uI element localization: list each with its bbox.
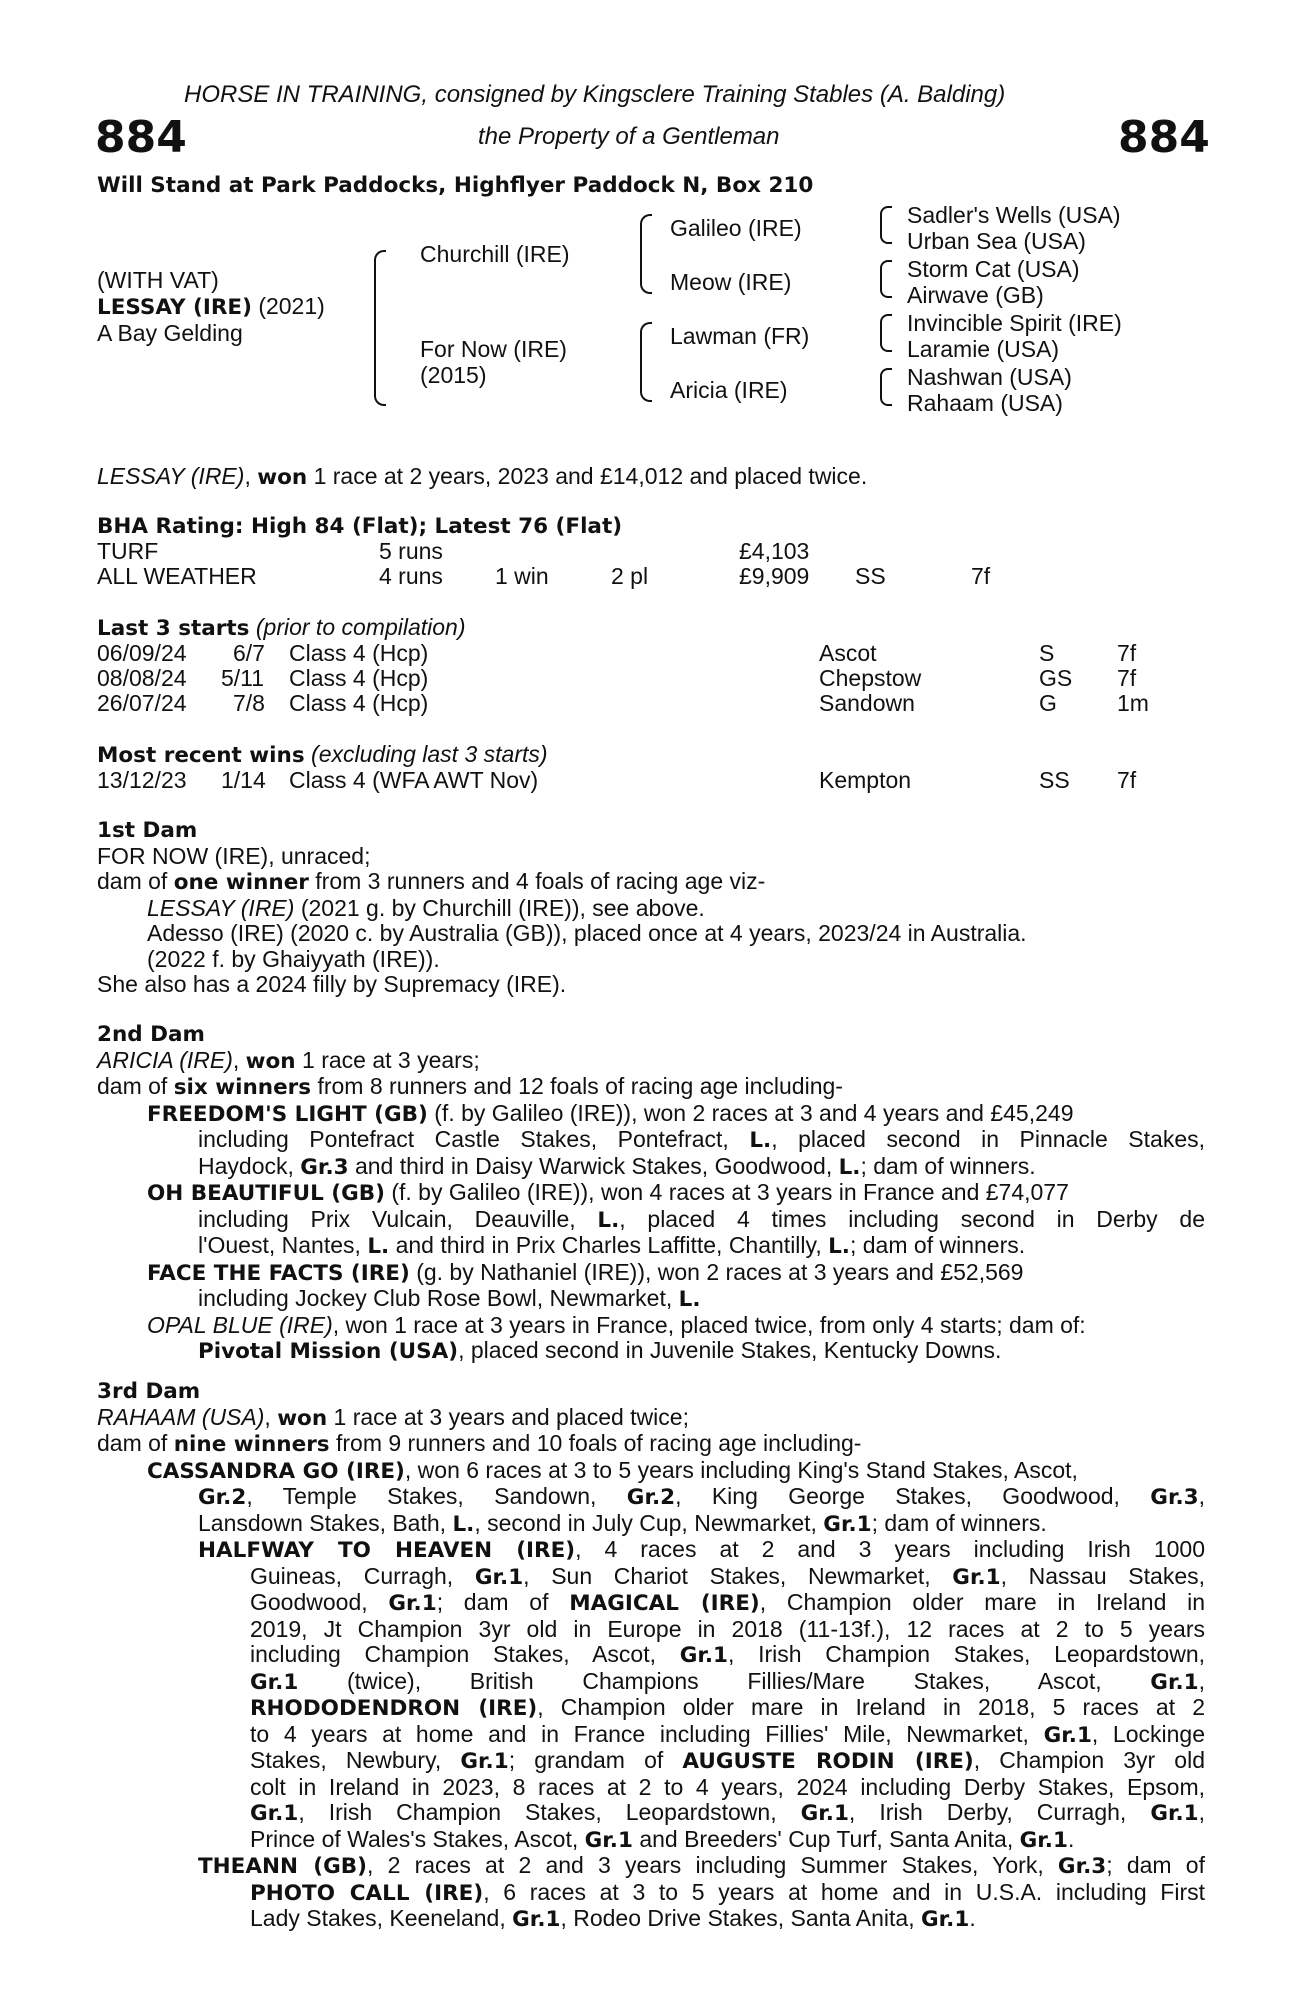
gen3-3: Storm Cat (USA): [907, 256, 1080, 282]
second-dam-title: 2nd Dam: [97, 1022, 205, 1047]
produce-detail: including Pontefract Castle Stakes, Pontefract, L., placed second in Pinnacle Stakes,: [198, 1126, 1205, 1153]
summary-won: won: [257, 465, 308, 490]
location-line: Will Stand at Park Paddocks, Highflyer Paddock N, Box 210: [97, 173, 814, 198]
start-course: Sandown: [819, 690, 915, 716]
grand-produce-detail: Gr.1 (twice), British Champions Fillies/Mare Stakes, Ascot, Gr.1,: [250, 1667, 1205, 1695]
dam-dam: Aricia (IRE): [670, 377, 788, 403]
grand-produce-item: HALFWAY TO HEAVEN (IRE), 4 races at 2 and 3 years including Irish 1000: [198, 1536, 1205, 1563]
recent-note: (excluding last 3 starts): [311, 741, 548, 767]
start-going: GS: [1039, 665, 1073, 691]
dam-sire: Lawman (FR): [670, 323, 810, 349]
horse-name: LESSAY (IRE): [97, 295, 252, 320]
produce-item: OPAL BLUE (IRE), won 1 race at 3 years in France, placed twice, from only 4 starts; dam of:: [147, 1311, 1086, 1338]
first-dam-note: She also has a 2024 filly by Supremacy (IRE).: [97, 971, 567, 997]
first-dam-produce-line: dam of one winner from 3 runners and 4 foals of racing age viz-: [97, 868, 766, 895]
rating-going: SS: [855, 563, 886, 589]
start-course: Ascot: [819, 640, 877, 666]
last3-title: [97, 615, 466, 642]
produce-item: FREEDOM'S LIGHT (GB) (f. by Galileo (IRE)), won 2 races at 3 and 4 years and £45,249: [147, 1099, 1074, 1127]
brace-gen3-4: [880, 368, 892, 406]
produce-detail: Gr.2, Temple Stakes, Sandown, Gr.2, King George Stakes, Goodwood, Gr.3,: [198, 1483, 1205, 1510]
brace-gen3-3: [880, 314, 892, 352]
grand-produce-detail: Lady Stakes, Keeneland, Gr.1, Rodeo Drive Stakes, Santa Anita, Gr.1.: [250, 1905, 976, 1932]
brace-gen3-2: [880, 260, 892, 298]
produce-item: OH BEAUTIFUL (GB) (f. by Galileo (IRE)), won 4 races at 3 years in France and £74,077: [147, 1179, 1069, 1206]
grand-produce-detail: RHODODENDRON (IRE), Champion older mare in Ireland in 2018, 5 races at 2: [250, 1694, 1205, 1721]
grand-produce-detail: Guineas, Curragh, Gr.1, Sun Chariot Stakes, Newmarket, Gr.1, Nassau Stakes,: [250, 1562, 1205, 1590]
brace-gen1: [374, 250, 386, 406]
win-course: Kempton: [819, 767, 912, 793]
second-dam-produce-line: dam of six winners from 8 runners and 12 foals of racing age including-: [97, 1073, 843, 1100]
summary-horse-name: LESSAY (IRE): [97, 463, 245, 489]
dam: For Now (IRE): [420, 336, 567, 362]
gen3-8: Rahaam (USA): [907, 390, 1063, 416]
property-line: the Property of a Gentleman: [478, 123, 780, 150]
start-class: Class 4 (Hcp): [289, 690, 429, 716]
sire: Churchill (IRE): [420, 241, 570, 267]
start-date: 08/08/24: [97, 665, 187, 691]
gen3-5: Invincible Spirit (IRE): [907, 310, 1122, 336]
grand-produce-detail: to 4 years at home and in France including Fillies' Mile, Newmarket, Gr.1, Lockinge: [250, 1720, 1205, 1748]
start-distance: 7f: [1117, 640, 1137, 666]
race-summary: LESSAY (IRE), won 1 race at 2 years, 2023 and £14,012 and placed twice.: [97, 463, 868, 490]
start-going: S: [1039, 640, 1055, 666]
start-position: 5/11: [221, 665, 265, 691]
rating-prize: £4,103: [739, 538, 810, 564]
rating-surface: TURF: [97, 538, 159, 564]
third-dam-title: 3rd Dam: [97, 1379, 201, 1404]
first-dam-line: FOR NOW (IRE), unraced;: [97, 842, 371, 869]
start-date: 26/07/24: [97, 690, 187, 716]
rating-wins: 1 win: [495, 563, 549, 589]
recent-wins-title: [97, 742, 548, 769]
start-going: G: [1039, 690, 1057, 716]
rating-runs: 5 runs: [379, 538, 443, 564]
produce-item: FACE THE FACTS (IRE) (g. by Nathaniel (IRE)), won 2 races at 3 years and £52,569: [147, 1258, 1024, 1286]
first-dam-section: [97, 818, 1205, 998]
rating-placed: 2 pl: [611, 563, 649, 589]
win-position: 1/14: [221, 767, 266, 793]
horse-year: (2021): [258, 293, 325, 319]
second-dam-section: [97, 1022, 1205, 1365]
produce-item: Adesso (IRE) (2020 c. by Australia (GB)), placed once at 4 years, 2023/24 in Australia.: [147, 920, 1027, 946]
grand-produce-detail: Prince of Wales's Stakes, Ascot, Gr.1 and Breeders' Cup Turf, Santa Anita, Gr.1.: [250, 1825, 1075, 1853]
start-position: 7/8: [233, 690, 265, 716]
gen3-7: Nashwan (USA): [907, 364, 1072, 390]
rating-prize: £9,909: [739, 563, 810, 589]
grand-produce-detail: Gr.1, Irish Champion Stakes, Leopardstown, Gr.1, Irish Derby, Curragh, Gr.1,: [250, 1799, 1206, 1826]
produce-item: LESSAY (IRE) (2021 g. by Churchill (IRE)), see above.: [147, 894, 705, 921]
last3-note: (prior to compilation): [255, 614, 466, 640]
vat-label: (WITH VAT): [97, 267, 219, 293]
win-class: Class 4 (WFA AWT Nov): [289, 767, 539, 793]
lot-number-right: 884: [1118, 112, 1210, 163]
brace-gen2-dam: [640, 322, 652, 402]
gen3-1: Sadler's Wells (USA): [907, 202, 1121, 228]
dam-year: (2015): [420, 362, 487, 388]
produce-item: CASSANDRA GO (IRE), won 6 races at 3 to 5 years including King's Stand Stakes, Ascot,: [147, 1456, 1078, 1484]
horse-description: A Bay Gelding: [97, 320, 243, 346]
grand-produce-detail: colt in Ireland in 2023, 8 races at 2 to 4 years, 2024 including Derby Stakes, Epsom,: [250, 1773, 1205, 1800]
grand-produce-detail: 2019, Jt Champion 3yr old in Europe in 2018 (11-13f.), 12 races at 2 to 5 years: [250, 1615, 1205, 1642]
win-going: SS: [1039, 767, 1070, 793]
bha-rating-title: BHA Rating: High 84 (Flat); Latest 76 (Flat): [97, 514, 623, 539]
start-class: Class 4 (Hcp): [289, 640, 429, 666]
horse-line: [97, 294, 325, 321]
grand-produce-item: Pivotal Mission (USA), placed second in Juvenile Stakes, Kentucky Downs.: [198, 1337, 1002, 1364]
produce-detail: including Prix Vulcain, Deauville, L., placed 4 times including second in Derby de: [198, 1205, 1205, 1233]
third-dam-section: [97, 1379, 1205, 1933]
lot-number-left: 884: [95, 112, 187, 163]
grand-produce-detail: including Champion Stakes, Ascot, Gr.1, Irish Champion Stakes, Leopardstown,: [250, 1641, 1205, 1668]
consignor-line: HORSE IN TRAINING, consigned by Kingsclere Training Stables (A. Balding): [184, 81, 1006, 108]
win-distance: 7f: [1117, 767, 1137, 793]
start-course: Chepstow: [819, 665, 922, 691]
third-dam-produce-line: dam of nine winners from 9 runners and 10 foals of racing age including-: [97, 1430, 862, 1457]
grand-produce-detail: Goodwood, Gr.1; dam of MAGICAL (IRE), Champion older mare in Ireland in: [250, 1589, 1206, 1616]
third-dam-line: RAHAAM (USA), won 1 race at 3 years and placed twice;: [97, 1403, 689, 1431]
produce-item: (2022 f. by Ghaiyyath (IRE)).: [147, 945, 440, 972]
last3-title-text: Last 3 starts: [97, 616, 250, 641]
produce-detail: Lansdown Stakes, Bath, L., second in July Cup, Newmarket, Gr.1; dam of winners.: [198, 1509, 1047, 1537]
start-class: Class 4 (Hcp): [289, 665, 429, 691]
start-distance: 1m: [1117, 690, 1149, 716]
sire-sire: Galileo (IRE): [670, 215, 802, 241]
start-position: 6/7: [233, 640, 265, 666]
produce-detail: including Jockey Club Rose Bowl, Newmarket, L.: [198, 1285, 701, 1312]
grand-produce-item: THEANN (GB), 2 races at 2 and 3 years including Summer Stakes, York, Gr.3; dam of: [198, 1852, 1205, 1879]
win-date: 13/12/23: [97, 767, 187, 793]
gen3-2: Urban Sea (USA): [907, 228, 1086, 254]
sire-dam: Meow (IRE): [670, 269, 792, 295]
produce-detail: Haydock, Gr.3 and third in Daisy Warwick Stakes, Goodwood, L.; dam of winners.: [198, 1152, 1036, 1180]
grand-produce-detail: Stakes, Newbury, Gr.1; grandam of AUGUSTE RODIN (IRE), Champion 3yr old: [250, 1747, 1205, 1774]
produce-detail: l'Ouest, Nantes, L. and third in Prix Charles Laffitte, Chantilly, L.; dam of winners.: [198, 1232, 1026, 1259]
second-dam-line: ARICIA (IRE), won 1 race at 3 years;: [97, 1046, 480, 1074]
rating-surface: ALL WEATHER: [97, 563, 257, 589]
first-dam-title: 1st Dam: [97, 818, 198, 843]
recent-title-text: Most recent wins: [97, 743, 305, 768]
grand-produce-detail: PHOTO CALL (IRE), 6 races at 3 to 5 years at home and in U.S.A. including First: [250, 1878, 1205, 1906]
brace-gen2-sire: [640, 214, 652, 294]
start-date: 06/09/24: [97, 640, 187, 666]
rating-distance: 7f: [971, 563, 991, 589]
start-distance: 7f: [1117, 665, 1137, 691]
gen3-4: Airwave (GB): [907, 282, 1044, 308]
gen3-6: Laramie (USA): [907, 336, 1060, 362]
rating-runs: 4 runs: [379, 563, 443, 589]
brace-gen3-1: [880, 206, 892, 244]
summary-text: 1 race at 2 years, 2023 and £14,012 and placed twice.: [313, 463, 868, 489]
